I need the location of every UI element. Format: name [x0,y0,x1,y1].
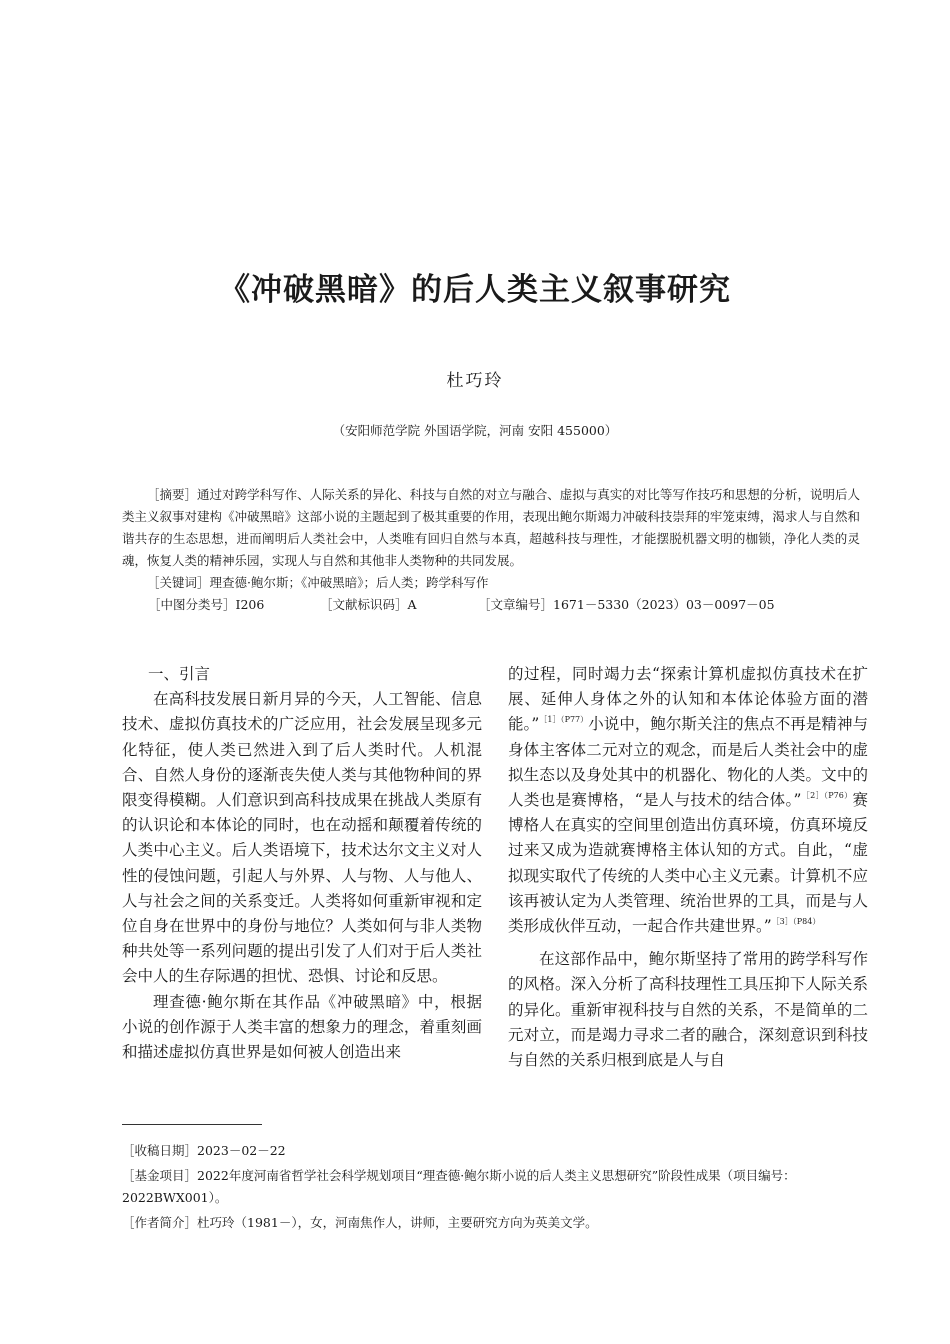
footnote-fund [122,1165,860,1209]
keywords-text: 理查德·鲍尔斯；《冲破黑暗》；后人类；跨学科写作 [209,575,489,590]
footnote-value: 2022年度河南省哲学社会科学规划项目“理查德·鲍尔斯小说的后人类主义思想研究”阶段性成果（项目编号：2022BWX001）。 [122,1168,796,1205]
right-column [508,662,868,1073]
citation: ［3］（P84） [771,917,821,927]
keywords-label: ［关键词］ [147,575,210,590]
doc-code [320,594,478,616]
article-number [478,594,775,616]
abstract-block [122,484,860,616]
author-name: 杜巧玲 [446,371,504,391]
clc-value: I206 [235,597,265,612]
footnote-value: 杜巧玲（1981－），女，河南焦作人，讲师，主要研究方向为英美文学。 [197,1215,598,1230]
footnote-author [122,1212,860,1234]
body-paragraph: 在高科技发展日新月异的今天，人工智能、信息技术、虚拟仿真技术的广泛应用，社会发展呈现多元化特征，使人类已然进入到了后人类时代。人机混合、自然人身份的逐渐丧失使人类与其他物种间的界限变得模糊。人们意识到高科技成果在挑战人类原有的认识论和本体论的同时，也在动摇和颠覆着传统的人类中心主义。后人类语境下，技术达尔文主义对人性的侵蚀问题，引起人与外界、人与物、人与他人、人与社会之间的关系变迁。人类将如何重新审视和定位自身在世界中的身份与地位？人类如何与非人类物种共处等一系列问题的提出引发了人们对于后人类社会中人的生存际遇的担忧、恐惧、讨论和反思。 [122,690,482,986]
footnote-label: ［作者简介］ [122,1215,198,1230]
abstract-text: 通过对跨学科写作、人际关系的异化、科技与自然的对立与融合、虚拟与真实的对比等写作技巧和思想的分析，说明后人类主义叙事对建构《冲破黑暗》这部小说的主题起到了极其重要的作用，表现出鲍尔斯竭力冲破科技崇拜的牢笼束缚，渴求人与自然和谐共存的生态思想，进而阐明后人类社会中，人类唯有回归自然与本真，超越科技与理性，才能摆脱机器文明的枷锁，净化人类的灵魂，恢复人类的精神乐园，实现人与自然和其他非人类物种的共同发展。 [122,487,860,568]
section-heading: 一、引言 [148,665,211,683]
footnote-value: 2023－02－22 [197,1143,286,1158]
body-paragraph: 在这部作品中，鲍尔斯坚持了常用的跨学科写作的风格。深入分析了高科技理性工具压抑下人际关系的异化。重新审视科技与自然的关系，不是简单的二元对立，而是竭力寻求二者的融合，深刻意识到科技与自然的关系归根到底是人与自 [508,950,868,1070]
classification-line [122,594,860,616]
article-value: 1671－5330（2023）03－0097－05 [553,597,775,612]
body-paragraph [508,662,868,939]
paper-title: 《冲破黑暗》的后人类主义叙事研究 [219,272,731,308]
text-segment: 赛博格人在真实的空间里创造出仿真环境，仿真环境反过来又成为造就赛博格主体认知的方式。自此，“虚拟现实取代了传统的人类中心主义元素。计算机不应该再被认定为人类管理、统治世界的工具，而是与人类形成伙伴互动，一起合作共建世界。” [508,791,868,936]
footnote-label: ［基金项目］ [122,1168,198,1183]
footnote-label: ［收稿日期］ [122,1143,198,1158]
citation: ［2］（P76） [801,791,853,801]
footnotes [122,1140,860,1237]
author-affiliation: （安阳师范学院 外国语学院，河南 安阳 455000） [332,423,618,438]
footnote-received [122,1140,860,1162]
article-label: ［文章编号］ [478,597,554,612]
abstract-label: ［摘要］ [147,487,198,502]
citation: ［1］（P77） [539,715,589,725]
abstract [122,484,860,572]
text-segment: 的过程，同时竭力去“探索计算机虚拟仿真技术在扩展、延伸人身体之外的认知和本体论体验方面的潜能。” [508,665,868,734]
text-segment: 小说中，鲍尔斯关注的焦点不再是精神与身体主客体二元对立的观念，而是后人类社会中的虚拟生态以及身处其中的机器化、物化的人类。文中的人类也是赛博格，“是人与技术的结合体。” [508,715,868,810]
footnote-divider [122,1124,262,1125]
left-column [122,662,482,1065]
clc-code [148,594,320,616]
keywords [122,572,860,594]
body-paragraph: 理查德·鲍尔斯在其作品《冲破黑暗》中，根据小说的创作源于人类丰富的想象力的理念，着重刻画和描述虚拟仿真世界是如何被人创造出来 [122,992,482,1062]
doc-label: ［文献标识码］ [320,597,408,612]
doc-value: A [407,597,417,612]
clc-label: ［中图分类号］ [148,597,236,612]
